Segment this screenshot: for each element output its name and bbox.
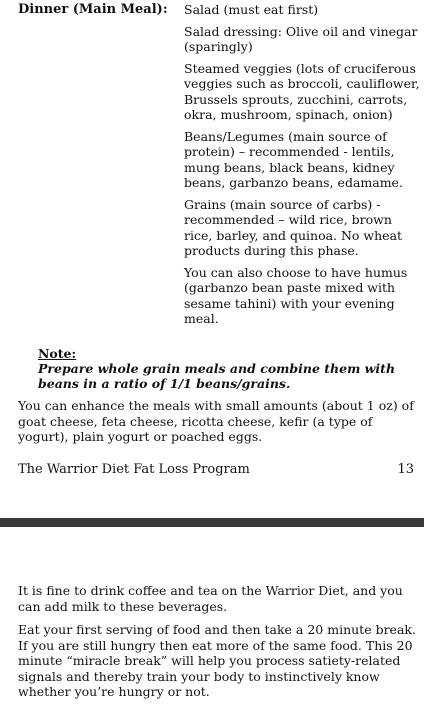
- dinner-item: Beans/Legumes (main source of protein) – recommended - lentils, mung beans, black beans, kidney beans, garbanzo beans, edamame.: [184, 128, 403, 190]
- coffee-tea-paragraph: It is fine to drink coffee and tea on the Warrior Diet, and you can add milk to these beverages.: [18, 583, 403, 614]
- page-number: 13: [397, 462, 414, 477]
- note-body: Prepare whole grain meals and combine them with beans in a ratio of 1/1 beans/grains.: [38, 361, 396, 391]
- note-block: [38, 346, 408, 391]
- page-divider: [0, 518, 424, 527]
- dinner-item: Steamed veggies (lots of cruciferous veggies such as broccoli, cauliflower, Brussels sprouts, zucchini, carrots, okra, mushroom, spinach, onion): [184, 60, 420, 122]
- footer-title: The Warrior Diet Fat Loss Program: [18, 462, 250, 477]
- enhance-paragraph: You can enhance the meals with small amounts (about 1 oz) of goat cheese, feta cheese, ricotta cheese, kefir (a type of yogurt), plain yogurt or poached eggs.: [18, 398, 414, 444]
- note-title: Note:: [38, 346, 77, 361]
- dinner-item: You can also choose to have humus (garbanzo bean paste mixed with sesame tahini) with your evening meal.: [184, 264, 408, 326]
- dinner-item: Salad (must eat first): [184, 2, 319, 17]
- dinner-items-list: [184, 2, 420, 333]
- miracle-break-paragraph: Eat your first serving of food and then take a 20 minute break. If you are still hungry then eat more of the same food. This 20 minute “miracle break” will help you process satiety-related signals and thereby train your body to instinctively know whether you’re hungry or not.: [18, 622, 416, 699]
- dinner-label: Dinner (Main Meal):: [18, 2, 168, 17]
- dinner-item: Salad dressing: Olive oil and vinegar (sparingly): [184, 23, 418, 54]
- dinner-item: Grains (main source of carbs) - recommended – wild rice, brown rice, barley, and quinoa. No wheat products during this phase.: [184, 196, 403, 258]
- document-page-14: [0, 527, 424, 709]
